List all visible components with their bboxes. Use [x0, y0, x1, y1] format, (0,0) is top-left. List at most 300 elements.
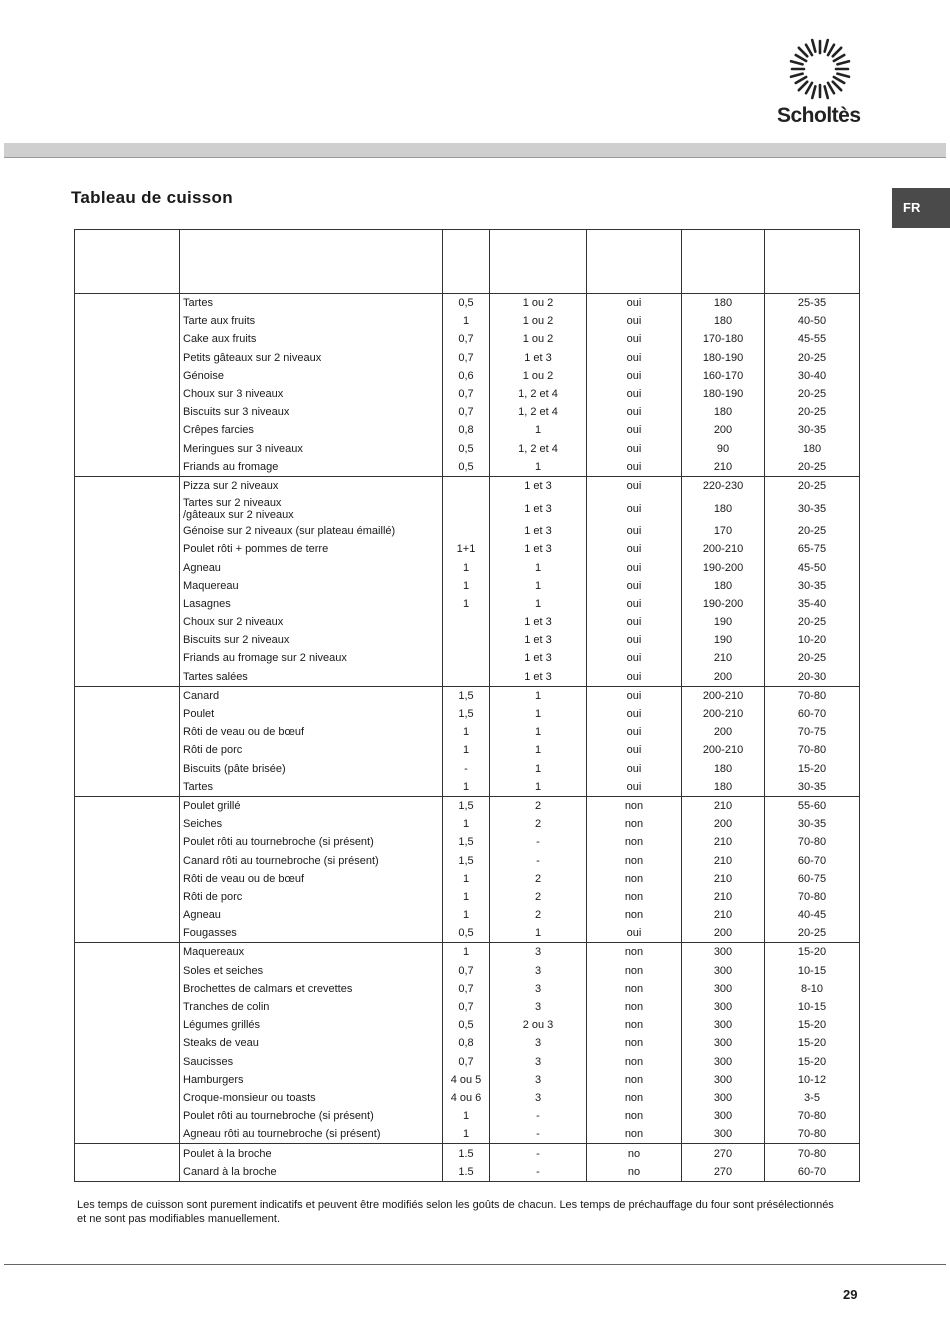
preheat-cell: oui — [587, 522, 682, 540]
temp-cell: 180 — [682, 495, 765, 522]
table-row — [75, 595, 860, 613]
level-cell: 2 ou 3 — [490, 1016, 587, 1034]
level-cell: 1 — [490, 595, 587, 613]
time-cell: 60-75 — [765, 870, 860, 888]
preheat-cell: oui — [587, 495, 682, 522]
weight-cell: 1 — [443, 577, 490, 595]
food-cell: Tarte aux fruits — [180, 312, 443, 330]
food-cell: Meringues sur 3 niveaux — [180, 440, 443, 458]
weight-cell: 0,7 — [443, 1053, 490, 1071]
mode-cell — [75, 796, 180, 943]
table-row — [75, 851, 860, 869]
level-cell: 3 — [490, 1071, 587, 1089]
preheat-cell: oui — [587, 458, 682, 477]
weight-cell: 1 — [443, 1125, 490, 1144]
sun-ray — [825, 40, 828, 52]
time-cell: 15-20 — [765, 943, 860, 962]
food-cell: Petits gâteaux sur 2 niveaux — [180, 349, 443, 367]
preheat-cell: oui — [587, 577, 682, 595]
level-cell: 1, 2 et 4 — [490, 385, 587, 403]
preheat-cell: no — [587, 1163, 682, 1182]
sun-ray — [812, 86, 815, 98]
temp-cell: 270 — [682, 1163, 765, 1182]
food-cell: Poulet rôti + pommes de terre — [180, 540, 443, 558]
preheat-cell: oui — [587, 705, 682, 723]
sun-ray — [806, 83, 812, 93]
food-cell: Rôti de veau ou de bœuf — [180, 870, 443, 888]
food-cell: Génoise — [180, 367, 443, 385]
table-row — [75, 613, 860, 631]
time-cell: 15-20 — [765, 1016, 860, 1034]
time-cell: 45-55 — [765, 330, 860, 348]
preheat-cell: non — [587, 1053, 682, 1071]
temp-cell: 180 — [682, 312, 765, 330]
preheat-cell: oui — [587, 349, 682, 367]
sun-ray — [834, 55, 844, 61]
food-cell: Agneau — [180, 906, 443, 924]
food-cell: Rôti de veau ou de bœuf — [180, 723, 443, 741]
level-cell: - — [490, 851, 587, 869]
food-cell: Soles et seiches — [180, 962, 443, 980]
weight-cell: 1+1 — [443, 540, 490, 558]
table-row — [75, 367, 860, 385]
table-row — [75, 760, 860, 778]
table-row — [75, 631, 860, 649]
weight-cell: 1 — [443, 595, 490, 613]
food-cell: Biscuits sur 3 niveaux — [180, 403, 443, 421]
temp-cell: 200 — [682, 421, 765, 439]
weight-cell — [443, 668, 490, 687]
food-cell: Seiches — [180, 815, 443, 833]
temp-cell: 300 — [682, 1034, 765, 1052]
level-cell: 1 — [490, 421, 587, 439]
table-row — [75, 705, 860, 723]
time-cell: 15-20 — [765, 760, 860, 778]
header-cell — [75, 230, 180, 294]
mode-cell — [75, 476, 180, 686]
preheat-cell: non — [587, 870, 682, 888]
temp-cell: 170 — [682, 522, 765, 540]
header-cell — [587, 230, 682, 294]
food-cell: Biscuits (pâte brisée) — [180, 760, 443, 778]
table-row — [75, 796, 860, 815]
food-cell: Biscuits sur 2 niveaux — [180, 631, 443, 649]
time-cell: 20-25 — [765, 924, 860, 943]
weight-cell: 1 — [443, 870, 490, 888]
table-row — [75, 330, 860, 348]
temp-cell: 170-180 — [682, 330, 765, 348]
food-cell: Rôti de porc — [180, 888, 443, 906]
table-row — [75, 943, 860, 962]
time-cell: 30-35 — [765, 421, 860, 439]
time-cell: 10-15 — [765, 962, 860, 980]
temp-cell: 200-210 — [682, 686, 765, 705]
table-body — [75, 294, 860, 1182]
preheat-cell: oui — [587, 668, 682, 687]
preheat-cell: oui — [587, 312, 682, 330]
page-number: 29 — [843, 1287, 858, 1302]
temp-cell: 210 — [682, 833, 765, 851]
table-row — [75, 522, 860, 540]
food-cell: Légumes grillés — [180, 1016, 443, 1034]
table-row — [75, 980, 860, 998]
header-cell — [443, 230, 490, 294]
food-cell: Friands au fromage sur 2 niveaux — [180, 649, 443, 667]
preheat-cell: oui — [587, 330, 682, 348]
preheat-cell: non — [587, 796, 682, 815]
food-cell: Hamburgers — [180, 1071, 443, 1089]
weight-cell: 0,5 — [443, 294, 490, 313]
food-cell: Choux sur 3 niveaux — [180, 385, 443, 403]
preheat-cell: non — [587, 1125, 682, 1144]
level-cell: - — [490, 1163, 587, 1182]
food-cell: Tartes — [180, 778, 443, 797]
level-cell: 1, 2 et 4 — [490, 403, 587, 421]
level-cell: - — [490, 1125, 587, 1144]
temp-cell: 300 — [682, 943, 765, 962]
level-cell: 1 — [490, 741, 587, 759]
mode-cell — [75, 294, 180, 477]
food-cell: Agneau — [180, 558, 443, 576]
table-row — [75, 1053, 860, 1071]
level-cell: 2 — [490, 796, 587, 815]
weight-cell: 1,5 — [443, 686, 490, 705]
temp-cell: 200 — [682, 723, 765, 741]
preheat-cell: oui — [587, 595, 682, 613]
table-row — [75, 686, 860, 705]
temp-cell: 300 — [682, 1107, 765, 1125]
preheat-cell: oui — [587, 613, 682, 631]
weight-cell: 1,5 — [443, 796, 490, 815]
time-cell: 20-25 — [765, 458, 860, 477]
weight-cell: 1,5 — [443, 851, 490, 869]
footer-rule — [4, 1264, 946, 1265]
temp-cell: 300 — [682, 1089, 765, 1107]
table-row — [75, 1125, 860, 1144]
table-row — [75, 815, 860, 833]
food-cell: Canard — [180, 686, 443, 705]
temp-cell: 210 — [682, 851, 765, 869]
weight-cell: 0,8 — [443, 1034, 490, 1052]
food-cell: Croque-monsieur ou toasts — [180, 1089, 443, 1107]
weight-cell — [443, 631, 490, 649]
time-cell: 30-35 — [765, 577, 860, 595]
preheat-cell: no — [587, 1144, 682, 1163]
sun-ray — [812, 40, 815, 52]
sun-ray — [834, 77, 844, 83]
weight-cell: 1,5 — [443, 705, 490, 723]
preheat-cell: oui — [587, 778, 682, 797]
time-cell: 70-75 — [765, 723, 860, 741]
weight-cell: 1 — [443, 815, 490, 833]
time-cell: 10-12 — [765, 1071, 860, 1089]
time-cell: 40-50 — [765, 312, 860, 330]
time-cell: 10-15 — [765, 998, 860, 1016]
time-cell: 70-80 — [765, 741, 860, 759]
sun-ray — [796, 77, 806, 83]
preheat-cell: non — [587, 962, 682, 980]
food-cell: Cake aux fruits — [180, 330, 443, 348]
level-cell: 1 — [490, 577, 587, 595]
food-cell: Poulet — [180, 705, 443, 723]
table-row — [75, 440, 860, 458]
sun-ray — [837, 61, 849, 64]
brand-name: Scholtès — [777, 104, 861, 127]
level-cell: 1 ou 2 — [490, 312, 587, 330]
weight-cell: 4 ou 6 — [443, 1089, 490, 1107]
level-cell: 1 et 3 — [490, 613, 587, 631]
table-row — [75, 1071, 860, 1089]
weight-cell: 1 — [443, 888, 490, 906]
weight-cell: 0,7 — [443, 980, 490, 998]
weight-cell: 1 — [443, 778, 490, 797]
temp-cell: 160-170 — [682, 367, 765, 385]
table-row — [75, 294, 860, 313]
table-header-row — [75, 230, 860, 294]
table-row — [75, 924, 860, 943]
food-cell: Poulet à la broche — [180, 1144, 443, 1163]
food-cell: Saucisses — [180, 1053, 443, 1071]
time-cell: 45-50 — [765, 558, 860, 576]
level-cell: 3 — [490, 943, 587, 962]
time-cell: 20-25 — [765, 349, 860, 367]
level-cell: 3 — [490, 1034, 587, 1052]
weight-cell — [443, 476, 490, 495]
preheat-cell: oui — [587, 723, 682, 741]
table-row — [75, 1163, 860, 1182]
table-row — [75, 495, 860, 522]
preheat-cell: oui — [587, 924, 682, 943]
table-row — [75, 1016, 860, 1034]
temp-cell: 90 — [682, 440, 765, 458]
table-row — [75, 870, 860, 888]
preheat-cell: non — [587, 1034, 682, 1052]
preheat-cell: oui — [587, 558, 682, 576]
mode-cell — [75, 686, 180, 796]
level-cell: 1 — [490, 558, 587, 576]
time-cell: 30-35 — [765, 495, 860, 522]
preheat-cell: non — [587, 1107, 682, 1125]
table-row — [75, 668, 860, 687]
level-cell: 1 ou 2 — [490, 330, 587, 348]
level-cell: 1 — [490, 723, 587, 741]
preheat-cell: oui — [587, 686, 682, 705]
temp-cell: 200 — [682, 668, 765, 687]
level-cell: 1 — [490, 458, 587, 477]
food-cell: Choux sur 2 niveaux — [180, 613, 443, 631]
sun-ray — [791, 74, 803, 77]
table-row — [75, 1107, 860, 1125]
weight-cell: 0,5 — [443, 440, 490, 458]
level-cell: - — [490, 833, 587, 851]
preheat-cell: oui — [587, 741, 682, 759]
sun-ray — [833, 82, 841, 90]
temp-cell: 270 — [682, 1144, 765, 1163]
food-cell: Crêpes farcies — [180, 421, 443, 439]
time-cell: 30-35 — [765, 778, 860, 797]
preheat-cell: oui — [587, 631, 682, 649]
table-row — [75, 385, 860, 403]
level-cell: - — [490, 1107, 587, 1125]
food-cell: Brochettes de calmars et crevettes — [180, 980, 443, 998]
table-row — [75, 906, 860, 924]
level-cell: 1 et 3 — [490, 540, 587, 558]
header-bar — [4, 143, 946, 158]
temp-cell: 300 — [682, 980, 765, 998]
table-row — [75, 778, 860, 797]
preheat-cell: oui — [587, 440, 682, 458]
preheat-cell: non — [587, 1016, 682, 1034]
table-row — [75, 649, 860, 667]
level-cell: 1 et 3 — [490, 631, 587, 649]
table-row — [75, 1034, 860, 1052]
table-row — [75, 888, 860, 906]
temp-cell: 220-230 — [682, 476, 765, 495]
weight-cell — [443, 522, 490, 540]
food-cell: Fougasses — [180, 924, 443, 943]
preheat-cell: oui — [587, 540, 682, 558]
table-row — [75, 476, 860, 495]
temp-cell: 200 — [682, 924, 765, 943]
temp-cell: 180 — [682, 577, 765, 595]
food-cell: Lasagnes — [180, 595, 443, 613]
time-cell: 3-5 — [765, 1089, 860, 1107]
preheat-cell: non — [587, 1071, 682, 1089]
level-cell: 1, 2 et 4 — [490, 440, 587, 458]
sun-ray — [799, 82, 807, 90]
time-cell: 20-30 — [765, 668, 860, 687]
weight-cell: 1 — [443, 1107, 490, 1125]
temp-cell: 210 — [682, 870, 765, 888]
time-cell: 70-80 — [765, 1125, 860, 1144]
preheat-cell: non — [587, 833, 682, 851]
weight-cell: 0,5 — [443, 924, 490, 943]
time-cell: 20-25 — [765, 385, 860, 403]
time-cell: 15-20 — [765, 1053, 860, 1071]
food-cell: Génoise sur 2 niveaux (sur plateau émaillé) — [180, 522, 443, 540]
temp-cell: 210 — [682, 649, 765, 667]
level-cell: 1 — [490, 924, 587, 943]
temp-cell: 210 — [682, 906, 765, 924]
temp-cell: 200-210 — [682, 741, 765, 759]
level-cell: 3 — [490, 980, 587, 998]
time-cell: 60-70 — [765, 851, 860, 869]
level-cell: 3 — [490, 962, 587, 980]
table-row — [75, 998, 860, 1016]
header-cell — [682, 230, 765, 294]
temp-cell: 180-190 — [682, 385, 765, 403]
time-cell: 20-25 — [765, 649, 860, 667]
level-cell: 1 ou 2 — [490, 294, 587, 313]
preheat-cell: oui — [587, 367, 682, 385]
preheat-cell: non — [587, 943, 682, 962]
time-cell: 8-10 — [765, 980, 860, 998]
preheat-cell: non — [587, 906, 682, 924]
table-row — [75, 558, 860, 576]
temp-cell: 200-210 — [682, 540, 765, 558]
header-cell — [765, 230, 860, 294]
weight-cell: 0,7 — [443, 330, 490, 348]
level-cell: 2 — [490, 888, 587, 906]
level-cell: - — [490, 1144, 587, 1163]
weight-cell: 1 — [443, 312, 490, 330]
table-row — [75, 741, 860, 759]
food-cell: Poulet rôti au tournebroche (si présent) — [180, 833, 443, 851]
weight-cell: 0,7 — [443, 403, 490, 421]
temp-cell: 190-200 — [682, 558, 765, 576]
temp-cell: 210 — [682, 888, 765, 906]
temp-cell: 300 — [682, 1016, 765, 1034]
sun-ray — [833, 48, 841, 56]
table-row — [75, 962, 860, 980]
table-row — [75, 421, 860, 439]
weight-cell: 1 — [443, 943, 490, 962]
level-cell: 1 — [490, 778, 587, 797]
preheat-cell: oui — [587, 476, 682, 495]
level-cell: 1 — [490, 705, 587, 723]
time-cell: 20-25 — [765, 613, 860, 631]
preheat-cell: non — [587, 888, 682, 906]
table-row — [75, 403, 860, 421]
preheat-cell: oui — [587, 385, 682, 403]
time-cell: 30-40 — [765, 367, 860, 385]
time-cell: 10-20 — [765, 631, 860, 649]
level-cell: 1 et 3 — [490, 495, 587, 522]
weight-cell: 4 ou 5 — [443, 1071, 490, 1089]
preheat-cell: non — [587, 1089, 682, 1107]
time-cell: 40-45 — [765, 906, 860, 924]
preheat-cell: oui — [587, 403, 682, 421]
temp-cell: 200 — [682, 815, 765, 833]
time-cell: 65-75 — [765, 540, 860, 558]
preheat-cell: non — [587, 851, 682, 869]
weight-cell — [443, 613, 490, 631]
food-cell: Tranches de colin — [180, 998, 443, 1016]
level-cell: 1 — [490, 760, 587, 778]
brand-logo — [775, 38, 865, 130]
sun-ray — [799, 48, 807, 56]
language-tab[interactable]: FR — [892, 188, 950, 228]
temp-cell: 300 — [682, 998, 765, 1016]
table-row — [75, 458, 860, 477]
preheat-cell: oui — [587, 294, 682, 313]
time-cell: 20-25 — [765, 403, 860, 421]
weight-cell — [443, 495, 490, 522]
sun-ray — [806, 45, 812, 55]
time-cell: 70-80 — [765, 1144, 860, 1163]
level-cell: 2 — [490, 906, 587, 924]
weight-cell: 0,6 — [443, 367, 490, 385]
cooking-table — [74, 229, 860, 1182]
food-cell: Steaks de veau — [180, 1034, 443, 1052]
level-cell: 1 et 3 — [490, 668, 587, 687]
preheat-cell: oui — [587, 760, 682, 778]
time-cell: 180 — [765, 440, 860, 458]
sun-ray — [825, 86, 828, 98]
weight-cell: 0,7 — [443, 962, 490, 980]
sun-ray — [791, 61, 803, 64]
time-cell: 70-80 — [765, 1107, 860, 1125]
header-cell — [490, 230, 587, 294]
food-cell: Agneau rôti au tournebroche (si présent) — [180, 1125, 443, 1144]
temp-cell: 180 — [682, 760, 765, 778]
table-row — [75, 349, 860, 367]
food-cell: Poulet grillé — [180, 796, 443, 815]
table-row — [75, 577, 860, 595]
table-row — [75, 723, 860, 741]
table-row — [75, 833, 860, 851]
preheat-cell: oui — [587, 649, 682, 667]
